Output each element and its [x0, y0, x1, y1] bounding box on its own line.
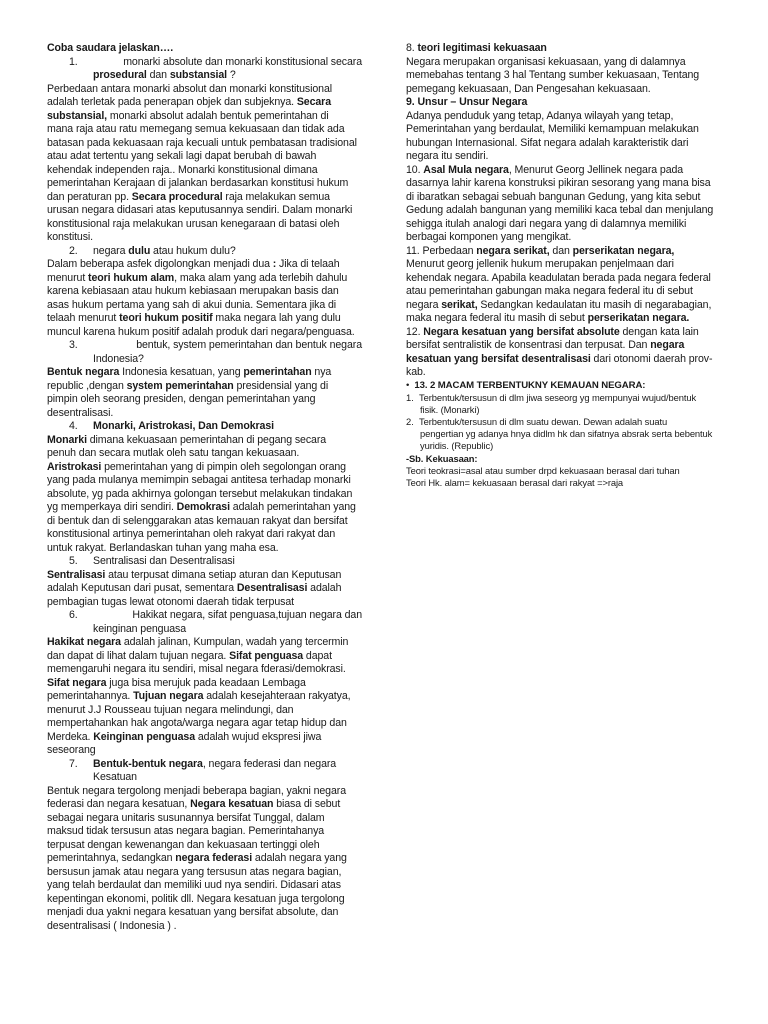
text-line: hubungan Internasional. Sifat negara adalah karakteristik dari	[406, 136, 689, 149]
text-run: , negara federasi dan negara	[202, 757, 337, 770]
bold-term: teori legitimasi kekuasaan	[417, 42, 547, 54]
list-item	[406, 392, 722, 404]
text-run: adalah negara yang	[252, 852, 347, 864]
item-number: 1.	[69, 55, 78, 68]
bold-term: :	[272, 258, 277, 270]
text-run: , Menurut Georg Jellinek negara pada	[508, 163, 684, 176]
text-line: konstitusional raja melakukan urusan kenegaraan di batasi oleh	[47, 217, 340, 230]
text-run: biasa di sebut	[273, 798, 341, 810]
text-line: menurut J.J Rousseau tujuan negara melindungi, dan	[47, 703, 294, 716]
section-heading-9	[406, 96, 722, 110]
bold-term: Sentralisasi	[47, 568, 106, 581]
text-run: maka negara lah yang dulu	[212, 312, 341, 324]
text-run: pemerintahannya.	[47, 690, 134, 702]
bold-term: prosedural	[93, 69, 147, 81]
text-line	[47, 69, 362, 83]
text-line: mempertahankan hak angota/warga negara agar tetap hidup dan	[47, 717, 347, 729]
text-line: atau pemerintahan gabungan maka negara federal itu di sebut	[406, 285, 693, 297]
text-run: federasi dan negara kesatuan,	[47, 798, 191, 810]
text-run: dan	[146, 69, 170, 81]
text-run: adalah wujud ekspresi jiwa	[195, 730, 322, 743]
text-line: karena kebiasaan atau hukum kebiasaan merupakan basis dan	[47, 285, 339, 297]
text-line: asas hukum pertama yang sah di akui dunia. Sementara jika di	[47, 298, 337, 311]
text-run: dan dapat di lihat dalam tujuan negara.	[47, 649, 230, 662]
text-line: kehendak independen raja.. Monarki konstitusional dimana	[47, 163, 318, 176]
text-line: Menurut georg jellenik hukum merupakan penjelmaan dari	[406, 258, 674, 270]
item-number: 7.	[69, 757, 78, 770]
text-run: dapat	[303, 649, 332, 662]
text-line: pemerintahan Kerajaan di jalankan berdasarkan konstitusi hukum	[47, 177, 349, 189]
text-line: desentralisasi ( Indonesia ) .	[47, 919, 177, 932]
text-line: penuh dan secara mutlak oleh satu tangan kekuasaan.	[47, 447, 300, 459]
bold-term: perserikatan negara.	[587, 312, 690, 324]
text-line	[406, 312, 722, 326]
text-line: yang telah berdaulat dan memiliki uud nya sendiri. Didasari atas	[47, 879, 341, 891]
text-line: urusan negara didasari atas keputusannya sendiri. Dalam monarki	[47, 204, 353, 216]
text-line: muncul karena hukum positif adalah produk dari negara/penguasa.	[47, 325, 355, 338]
text-run: dimana kekuasaan pemerintahan di pegang secara	[86, 433, 327, 446]
text-line	[47, 434, 362, 448]
text-run: bersifat sentralistik de konsentrasi dan terpusat. Dan	[406, 339, 651, 351]
text-line: dasarnya lahir karena konstruksi pikiran sesorang yang mana bisa	[406, 177, 711, 189]
bold-term: Aristrokasi	[47, 460, 102, 473]
text-line	[47, 636, 362, 650]
numbered-item-7	[47, 758, 362, 772]
text-line: negara itu sendiri.	[406, 150, 489, 162]
bold-term: dulu	[128, 244, 151, 257]
text-line	[47, 312, 362, 326]
text-line: pembagian tugas lewat otonomi daerah tidak terpusat	[47, 595, 294, 608]
text-line: yuridis. (Republic)	[420, 440, 494, 452]
section-13	[406, 380, 722, 490]
left-column	[47, 42, 362, 933]
text-run: 10.	[406, 163, 424, 176]
text-line	[47, 690, 362, 704]
text-line	[47, 272, 362, 286]
text-run: monarki absolut adalah bentuk pemerintahan di	[107, 109, 329, 122]
text-line: Bentuk negara tergolong menjadi beberapa bagian, yakni negara	[47, 784, 346, 797]
bold-term: negara serikat,	[476, 244, 550, 257]
text-line: Negara merupakan organisasi kekuasaan, yang di dalamnya	[406, 55, 686, 68]
bold-term: negara	[650, 339, 685, 351]
text-run: raja melakukan semua	[222, 190, 330, 203]
numbered-item-5	[47, 555, 362, 569]
text-line: Teori teokrasi=asal atau sumber drpd kekuasaan berasal dari tuhan	[406, 464, 680, 476]
text-line: Perbedaan antara monarki absolut dan monarki konstitusional	[47, 82, 333, 95]
bold-term: Keinginan penguasa	[93, 730, 196, 743]
text-run: ?	[227, 69, 236, 81]
text-line: kehendak negara. Apabila keadulatan berada pada negara federal	[406, 271, 711, 284]
text-line: di bentuk dan di selenggarakan atas kemauan rakyat dan bersifat	[47, 514, 348, 527]
text-line: mana raja atau ratu memegang semua kekuasaan dan tidak ada	[47, 123, 345, 135]
bold-term: Negara kesatuan yang bersifat absolute	[423, 325, 620, 338]
text-line: Gedung adalah bangunan yang memiliki kaca tebal dan menjulang	[406, 204, 714, 216]
text-run: Jika di telaah	[276, 258, 340, 270]
text-line	[47, 191, 362, 205]
bold-term: Tujuan negara	[133, 690, 204, 702]
text-run: adalah pemerintahan yang	[229, 501, 356, 513]
numbered-item-4	[47, 420, 362, 434]
item-number: 5.	[69, 555, 78, 567]
item-text: Terbentuk/tersusun di dlm suatu dewan. Dewan adalah suatu	[419, 416, 668, 428]
text-line: memengaruhi negara itu sendiri, misal negara fderasi/demokrasi.	[47, 663, 346, 675]
text-line	[47, 798, 362, 812]
text-run: adalah kesejahteraan rakyatya,	[203, 690, 351, 702]
numbered-item-1	[47, 56, 362, 70]
item-number: 2.	[406, 416, 414, 428]
bold-term: Sifat negara	[47, 676, 107, 689]
bold-term: perserikatan negara,	[572, 244, 675, 257]
text-line	[47, 650, 362, 664]
item-text: Hakikat negara, sifat penguasa,tujuan negara dan	[132, 609, 362, 621]
text-line	[47, 852, 362, 866]
item-number: 4.	[69, 420, 78, 432]
text-run: Sedangkan kedaulatan itu masih di negarabagian,	[477, 298, 712, 311]
text-line	[406, 299, 722, 313]
text-run: dengan kata lain	[619, 325, 699, 338]
text-line	[406, 353, 722, 367]
text-line: batasan pada kekuasaan raja kecuali untuk pembatasan tradisional	[47, 136, 357, 149]
text-line: di ibaratkan sebagai sebuah bangunan Gedung, yang kita sebut	[406, 190, 701, 203]
text-line	[406, 339, 722, 353]
text-line: Kesatuan	[93, 771, 137, 783]
text-line: kepentingan ekonomi, politik dll. Negara kesatuan juga tergolong	[47, 892, 345, 905]
text-line	[47, 569, 362, 583]
text-run: pemerintahnya, sedangkan	[47, 852, 176, 864]
text-run: Dalam beberapa asfek digolongkan menjadi dua	[47, 258, 273, 270]
text-run: dan	[549, 244, 573, 257]
text-run: , maka alam yang ada terlebih dahulu	[174, 271, 348, 284]
text-line: pimpin oleh seorang presiden, dengan pemerintahan yang	[47, 393, 316, 405]
bold-term: Bentuk-bentuk negara	[93, 757, 203, 770]
text-line: fisik. (Monarki)	[420, 403, 480, 415]
text-line: atau adat tertentu yang sekali lagi dapat berubah di bawah	[47, 150, 317, 162]
text-line: Pemerintahan yang berdaulat, Memiliki kemampuan melakukan	[406, 123, 699, 135]
text-run: Merdeka.	[47, 730, 94, 743]
bold-term: Sifat penguasa	[229, 649, 304, 662]
text-line	[47, 677, 362, 691]
item-text: bentuk, system pemerintahan dan bentuk negara	[136, 339, 362, 351]
text-run: telaah menurut	[47, 312, 120, 324]
text-line	[47, 366, 362, 380]
text-run: maka negara federal itu masih di sebut	[406, 312, 588, 324]
bold-term: -Sb. Kekuasaan:	[406, 452, 478, 464]
text-line	[47, 461, 362, 475]
item-number: 6.	[69, 609, 78, 621]
text-line	[47, 582, 362, 596]
text-line	[47, 110, 362, 124]
text-line: absolute, yg pada akhirnya golongan tersebut melakukan tindakan	[47, 487, 353, 500]
text-line: pemegang kekuasaan, Dan Pengesahan kekuasaan.	[406, 82, 651, 95]
text-line: Indonesia?	[93, 352, 144, 365]
text-line: kab.	[406, 366, 426, 378]
section-heading-8	[406, 42, 722, 56]
text-line: yang pada mulanya memimpin sebagai antitesa terhadap monarki	[47, 474, 351, 486]
text-run: 8.	[406, 42, 418, 54]
text-line	[47, 501, 362, 515]
text-line	[47, 380, 362, 394]
bold-term: kesatuan yang bersifat desentralisasi	[406, 352, 591, 365]
text-line: pengertian yg adanya hnya didlm hk dan sifatnya absrak serta bebentuk	[420, 428, 713, 440]
text-run: adalah terletak pada penerapan objek dan subjeknya.	[47, 96, 297, 108]
numbered-item-3	[47, 339, 362, 353]
bold-term: Monarki, Aristrokasi, Dan Demokrasi	[93, 420, 274, 432]
text-run: dari otonomi daerah prov-	[590, 352, 713, 365]
text-line	[47, 258, 362, 272]
item-text: Sentralisasi dan Desentralisasi	[93, 555, 235, 567]
text-line: berbagai komponen yang mengikat.	[406, 231, 572, 243]
bold-term: Secara procedural	[131, 190, 223, 203]
text-line: memebahas tentang 3 hal Tentang sumber kekuasaan, Tentang	[406, 69, 700, 81]
text-line: menjadi dua yakni negara kesatuan yang bersifat absolute, dan	[47, 906, 339, 918]
text-run: adalah	[307, 582, 342, 594]
bold-term: 9. Unsur – Unsur Negara	[406, 96, 528, 108]
text-line: Teori Hk. alam= kekuasaan berasal dari rakyat =>raja	[406, 477, 624, 488]
bold-term: Secara	[296, 96, 331, 108]
text-run: adalah Keputusan dari pusat, sementara	[47, 582, 237, 594]
text-run: atau terpusat dimana setiap aturan dan Keputusan	[105, 568, 342, 581]
bold-term: teori hukum positif	[119, 312, 213, 324]
section-heading-12	[406, 326, 722, 340]
bold-term: substansial,	[47, 109, 108, 122]
text-run: pemerintahan yang di pimpin oleh segolongan orang	[101, 460, 346, 473]
text-run: Indonesia kesatuan, yang	[119, 366, 244, 378]
numbered-item-6	[47, 609, 362, 623]
text-line: konstitusional artinya pemerintahan oleh rakyat dari rakyat dan	[47, 528, 336, 540]
list-item	[406, 416, 722, 428]
bold-term: serikat,	[441, 298, 478, 311]
bold-term: Asal Mula negara	[423, 163, 509, 176]
bold-term: pemerintahan	[243, 366, 312, 378]
item-text: Terbentuk/tersusun di dlm jiwa seseorg yg mempunyai wujud/bentuk	[419, 391, 697, 403]
bold-term: negara federasi	[175, 852, 253, 864]
section-heading-11	[406, 245, 722, 259]
question-heading: Coba saudara jelaskan….	[47, 42, 174, 54]
text-run: dan peraturan pp.	[47, 190, 132, 203]
text-run: nya	[311, 366, 332, 378]
text-run: juga bisa merujuk pada keadaan Lembaga	[106, 676, 306, 689]
numbered-item-2	[47, 245, 362, 259]
bold-term: Demokrasi	[176, 501, 230, 513]
bold-term: 13. 2 MACAM TERBENTUKNY KEMAUAN NEGARA:	[414, 379, 646, 391]
text-run: 12.	[406, 325, 424, 338]
bold-term: Bentuk negara	[47, 366, 120, 378]
text-line: seseorang	[47, 744, 96, 756]
text-line	[47, 731, 362, 745]
text-line: sehigga itulah analogi dari negara yang di dalamnya memiliki	[406, 217, 687, 230]
text-run: 11. Perbedaan	[406, 244, 477, 257]
section-heading-13	[406, 380, 722, 392]
text-line	[47, 42, 362, 56]
text-run: negara	[93, 244, 129, 257]
item-number: 2.	[69, 244, 78, 257]
item-number: 1.	[406, 391, 414, 403]
bullet-icon: •	[406, 379, 415, 391]
text-line: keinginan penguasa	[93, 622, 187, 635]
text-line: sebagai negara unitaris susunannya bersifat Tunggal, dalam	[47, 811, 325, 824]
item-number: 3.	[69, 339, 78, 351]
text-run: atau hukum dulu?	[150, 244, 236, 257]
text-run: republic ,dengan	[47, 379, 127, 392]
text-line: desentralisasi.	[47, 406, 114, 419]
text-run: menurut	[47, 271, 89, 284]
bold-term: teori hukum alam	[88, 271, 175, 284]
text-run: adalah jalinan, Kumpulan, wadah yang tercermin	[120, 636, 349, 648]
text-run: yg memperkaya diri sendiri.	[47, 501, 177, 513]
bold-term: Monarki	[47, 433, 87, 446]
item-text: monarki absolute dan monarki konstitusional secara	[123, 55, 362, 68]
bold-term: Desentralisasi	[236, 582, 308, 594]
text-line: Adanya penduduk yang tetap, Adanya wilayah yang tetap,	[406, 109, 674, 122]
text-line: terpusat dengan kewenangan dan kekuasaan tertinggi oleh	[47, 838, 320, 851]
text-line: untuk rakyat. Berlandaskan tuhan yang maha esa.	[47, 541, 279, 554]
bold-term: Negara kesatuan	[190, 798, 274, 810]
subheading	[406, 453, 722, 465]
section-heading-10	[406, 164, 722, 178]
text-line: bersusun jamak atau negara yang tersusun atas negara bagian,	[47, 865, 342, 878]
text-run: negara	[406, 298, 442, 311]
right-column	[406, 42, 722, 489]
text-line	[47, 96, 362, 110]
bold-term: Hakikat negara	[47, 636, 121, 648]
text-run: presidensial yang di	[233, 379, 329, 392]
bold-term: system pemerintahan	[126, 379, 234, 392]
bold-term: substansial	[169, 69, 227, 81]
text-line: konstitusi.	[47, 231, 94, 243]
text-line: maksud tidak tersusun atas negara bagian. Pemerintahanya	[47, 825, 325, 837]
